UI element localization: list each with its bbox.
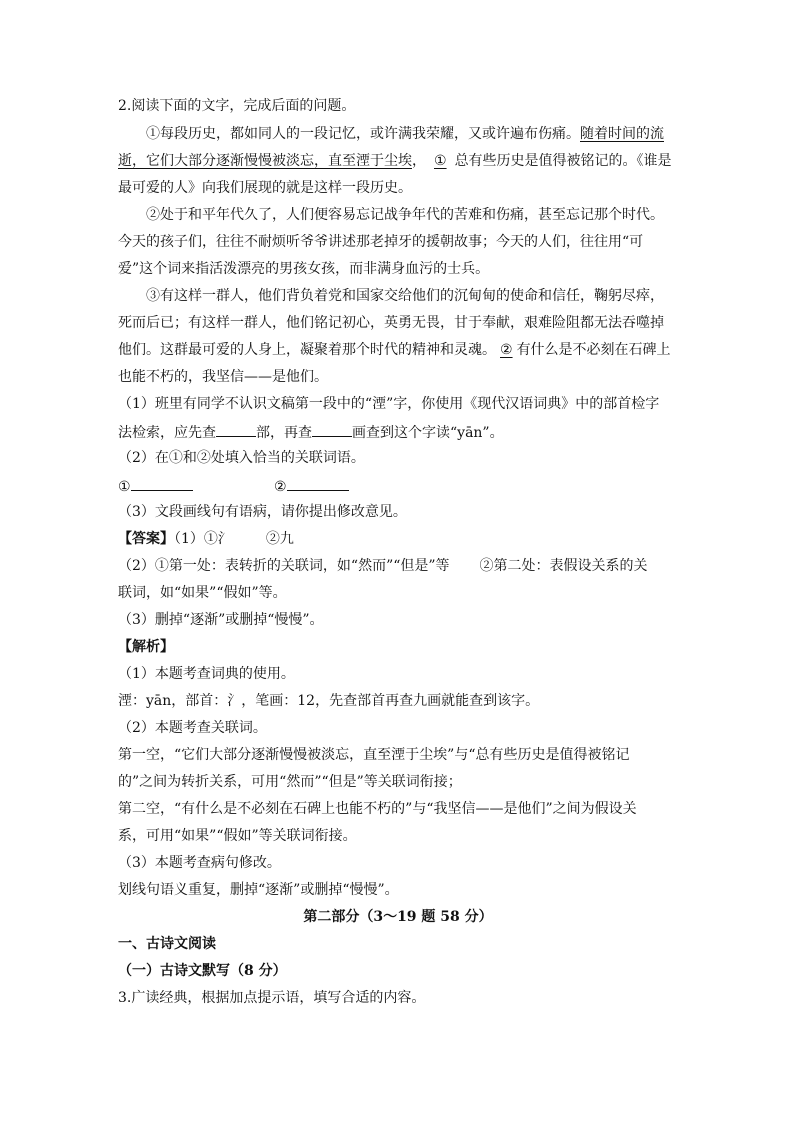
sub1-text-b: 部，再查 <box>256 425 312 441</box>
answer-2b: ②第二处：表假设关系的关 <box>479 558 648 574</box>
analysis-line5: 的”之间为转折关系，可用“然而”“但是”等关联词衔接； <box>118 774 462 790</box>
subquestion-2: （2）在①和②处填入恰当的关联词语。 <box>118 450 365 466</box>
part-2-title: 第二部分（3～19 题 58 分） <box>303 909 493 925</box>
p1-text: ①每段历史，都如同人的一段记忆，或许满我荣耀，又或许遍布伤痛。 <box>146 126 580 142</box>
answer-line1 <box>118 532 294 546</box>
passage-p1-line1 <box>146 127 664 141</box>
blank-2-label: ② <box>274 479 287 495</box>
answer-line3: 联词，如“如果”“假如”等。 <box>118 585 287 601</box>
subquestion-1-line2 <box>118 424 504 440</box>
passage-p1-line3: 最可爱的人》向我们展现的就是这样一段历史。 <box>118 180 412 196</box>
answer-1b: ②九 <box>265 531 294 547</box>
p1-underlined-sentence-cont: 逝，它们大部分逐渐慢慢被淡忘，直至湮于尘埃 <box>118 153 412 169</box>
blank-1-marker: ① <box>434 153 447 169</box>
analysis-line1: （1）本题考查词典的使用。 <box>118 666 295 682</box>
analysis-line2: 湮：yān，部首：氵，笔画：12，先查部首再查九画就能查到该字。 <box>118 693 540 709</box>
passage-p2-line1: ②处于和平年代久了，人们便容易忘记战争年代的苦难和伤痛，甚至忘记那个时代。 <box>146 207 664 223</box>
subsection-1-heading: （一）古诗文默写（8 分） <box>118 963 287 979</box>
answer-blank-1[interactable] <box>131 478 193 491</box>
p1-underlined-sentence: 随着时间的流 <box>580 126 664 142</box>
passage-p3-line2: 死而后已；有这样一群人，他们铭记初心，英勇无畏，甘于奉献，艰难险阻都无法吞噬掉 <box>118 315 664 331</box>
question-3: 3.广读经典，根据加点提示语，填写合适的内容。 <box>118 990 426 1006</box>
question-2-heading: 2.阅读下面的文字，完成后面的问题。 <box>118 98 356 114</box>
analysis-line6: 第二空，“有什么是不必刻在石碑上也能不朽的”与“我坚信——是他们”之间为假设关 <box>118 801 637 817</box>
answer-2a: （2）①第一处：表转折的关联词，如“然而”“但是”等 <box>118 558 450 574</box>
blank-1-row <box>118 478 193 494</box>
p3-text: 他们。这群最可爱的人身上，凝聚着那个时代的精神和灵魂。 <box>118 342 496 358</box>
sub1-text-a: 法检索，应先查 <box>118 425 216 441</box>
passage-p2-line3: 爱”这个词来指活泼漂亮的男孩女孩，而非满身血污的士兵。 <box>118 261 490 277</box>
analysis-line4: 第一空，“它们大部分逐渐慢慢被淡忘，直至湮于尘埃”与“总有些历史是值得被铭记 <box>118 747 630 763</box>
blank-1-label: ① <box>118 479 131 495</box>
passage-p2-line2: 今天的孩子们，往往不耐烦听爷爷讲述那老掉牙的援朝故事；今天的人们，往往用“可 <box>118 234 644 250</box>
passage-p3-line1: ③有这样一群人，他们背负着党和国家交给他们的沉甸甸的使命和信任，鞠躬尽瘁， <box>146 288 664 304</box>
answer-label: 【答案】 <box>118 531 174 547</box>
passage-p1-line2 <box>118 154 672 168</box>
answer-blank-2[interactable] <box>287 478 349 491</box>
blank-2-row <box>274 478 349 494</box>
analysis-line9: 划线句语义重复，删掉“逐渐”或删掉“慢慢”。 <box>118 882 399 898</box>
subquestion-1-line1: （1）班里有同学不认识文稿第一段中的“湮”字，你使用《现代汉语词典》中的部首检字 <box>118 396 660 412</box>
blank-2-marker: ② <box>500 342 513 358</box>
subquestion-3: （3）文段画线句有语病，请你提出修改意见。 <box>118 504 407 520</box>
answer-blank-radical[interactable] <box>216 424 256 437</box>
passage-p3-line4: 也能不朽的，我坚信——是他们。 <box>118 369 328 385</box>
answer-line2 <box>118 559 648 573</box>
answer-blank-strokes[interactable] <box>312 424 352 437</box>
section-1-heading: 一、古诗文阅读 <box>118 936 216 952</box>
passage-p3-line3 <box>118 343 671 357</box>
analysis-line7: 系，可用“如果”“假如”等关联词衔接。 <box>118 828 357 844</box>
analysis-label: 【解析】 <box>118 639 174 655</box>
p3-text-cont: 有什么是不必刻在石碑上 <box>516 342 671 358</box>
analysis-line3: （2）本题考查关联词。 <box>118 720 267 736</box>
p1-comma: ， <box>412 153 426 169</box>
answer-1a: （1）①氵 <box>174 531 232 547</box>
answer-line4: （3）删掉“逐渐”或删掉“慢慢”。 <box>118 612 324 628</box>
sub1-text-c: 画查到这个字读“yān”。 <box>352 425 504 441</box>
analysis-line8: （3）本题考查病句修改。 <box>118 855 281 871</box>
p1-text-cont: 总有些历史是值得被铭记的。《谁是 <box>454 153 672 169</box>
